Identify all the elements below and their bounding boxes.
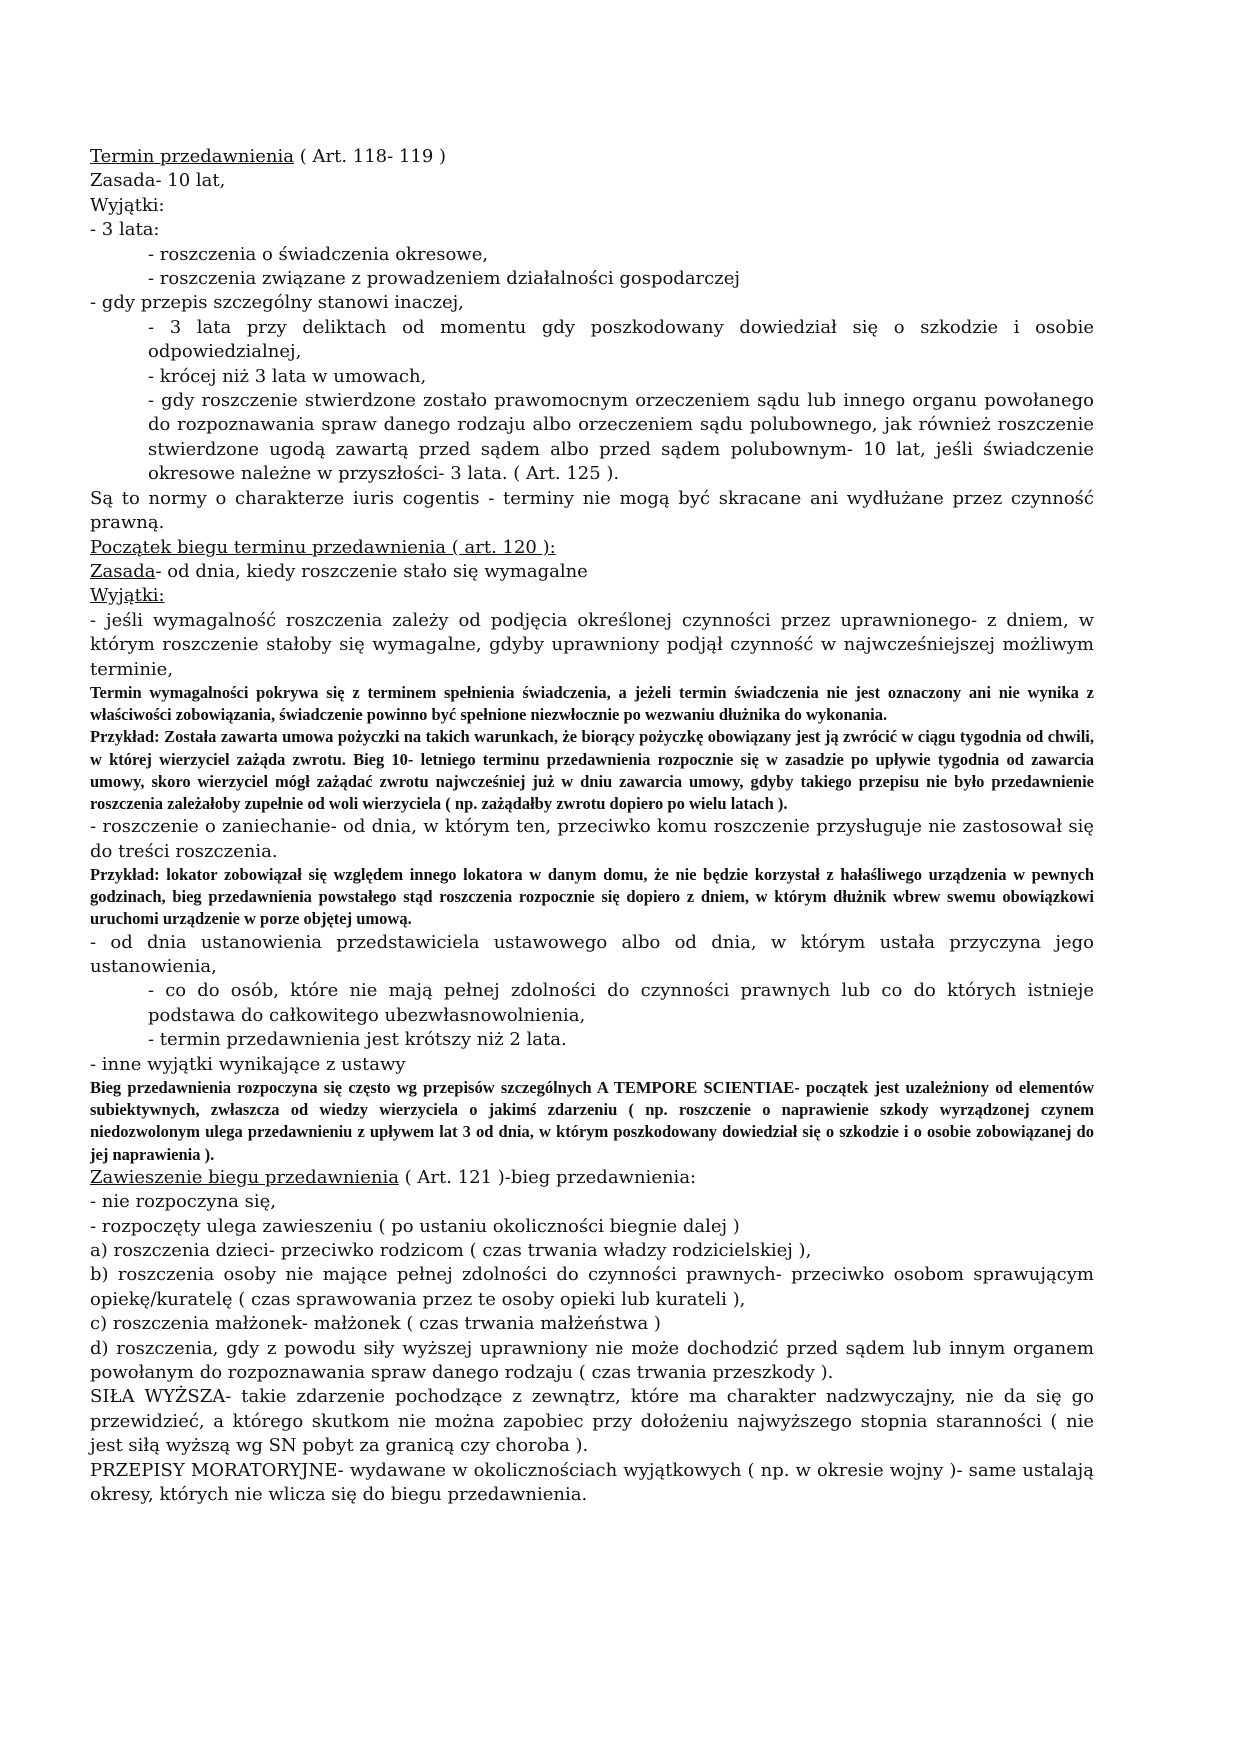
paragraph: - jeśli wymagalność roszczenia zależy od podjęcia określonej czynności przez uprawnionego- z dniem, w którym roszczenie stałoby się wymagalne, gdyby uprawniony podjął czynność w najwcześniejszej możliwym terminie, [90,609,1094,680]
list-item: - 3 lata przy deliktach od momentu gdy poszkodowany dowiedział się o szkodzie i osobie odpowiedzialnej, [148,316,1094,363]
document-page [90,145,1094,1508]
section-heading-termin: Termin przedawnienia ( Art. 118- 119 ) [90,146,447,167]
list-item: - roszczenia związane z prowadzeniem działalności gospodarczej [148,268,740,290]
list-item: - roszczenia o świadczenia okresowe, [148,243,489,265]
section-heading-zawieszenie: Zawieszenie biegu przedawnienia ( Art. 121 )-bieg przedawnienia: [90,1166,697,1188]
line-zawieszeniu: - rozpoczęty ulega zawieszeniu ( po ustaniu okoliczności biegnie dalej ) [90,1215,740,1237]
list-item-b: b) roszczenia osoby nie mające pełnej zdolności do czynności prawnych- przeciwko osobom sprawującym opiekę/kuratelę ( czas sprawowania przez te osoby opieki lub kurateli ), [90,1264,1094,1310]
line-3-lata: - 3 lata: [90,219,160,241]
paragraph: Są to normy o charakterze iuris cogentis - terminy nie mogą być skracane ani wydłużane przez czynność prawną. [90,487,1094,534]
list-item-a: a) roszczenia dzieci- przeciwko rodzicom ( czas trwania władzy rodzicielskiej ), [90,1240,812,1262]
note-paragraph: Bieg przedawnienia rozpoczyna się często wg przepisów szczególnych A TEMPORE SCIENTIAE- początek jest uzależniony od elementów subiektywnych, zwłaszcza od wiedzy wierzyciela o jakimś zdarzeniu ( np. roszczenie o naprawienie szkody wyrządzonej czynem niedozwolonym ulega przedawnieniu z upływem lat 3 od dnia, w którym poszkodowany dowiedział się o szkodzie i o osobie zobowiązanej do jej naprawienia ). [90,1078,1094,1164]
list-item: - co do osób, które nie mają pełnej zdolności do czynności prawnych lub co do których istnieje podstawa do całkowitego ubezwłasnowolnienia, [148,980,1094,1026]
line-przepis-szczegolny: - gdy przepis szczególny stanowi inaczej, [90,292,464,314]
line-wyjatki-2: Wyjątki: [90,585,165,607]
example-paragraph: Przykład: Została zawarta umowa pożyczki na takich warunkach, że biorący pożyczkę obowiązany jest ją zwrócić w ciągu tygodnia od chwili, w której wierzyciel zażąda zwrotu. Bieg 10- letniego terminu przedawnienia rozpocznie się w zasadzie po upływie tygodnia od zawarcia umowy, skoro wierzyciel mógł zażądać zwrotu najwcześniej już w dniu zawarcia umowy, gdyby takiego przepisu nie było przedawnienie roszczenia zależałoby zupełnie od woli wierzyciela ( np. zażądałby zwrotu dopiero po wielu latach ). [90,727,1094,813]
line-inne-wyjatki: - inne wyjątki wynikające z ustawy [90,1053,406,1075]
line-zasada: Zasada- 10 lat, [90,170,226,192]
note-paragraph: Termin wymagalności pokrywa się z terminem spełnienia świadczenia, a jeżeli termin świadczenia nie jest oznaczony ani nie wynika z właściwości zobowiązania, świadczenie powinno być spełnione niezwłocznie po wezwaniu dłużnika do wykonania. [90,682,1094,725]
paragraph: - roszczenie o zaniechanie- od dnia, w którym ten, przeciwko komu roszczenie przysługuje nie zastosował się do treści roszczenia. [90,816,1094,862]
line-nie-rozpoczyna: - nie rozpoczyna się, [90,1191,276,1213]
list-item-d: d) roszczenia, gdy z powodu siły wyższej uprawniony nie może dochodzić przed sądem lub innym organem powołanym do rozpoznawania spraw danego rodzaju ( czas trwania przeszkody ). [90,1337,1094,1384]
list-item: - termin przedawnienia jest krótszy niż 2 lata. [148,1029,567,1051]
section-heading-poczatek: Początek biegu terminu przedawnienia ( art. 120 ): [90,536,556,558]
list-item-c: c) roszczenia małżonek- małżonek ( czas trwania małżeństwa ) [90,1313,661,1335]
paragraph-moratoryjne: PRZEPISY MORATORYJNE- wydawane w okolicznościach wyjątkowych ( np. w okresie wojny )- same ustalają okresy, których nie wlicza się do biegu przedawnienia. [90,1459,1094,1506]
list-item: - gdy roszczenie stwierdzone zostało prawomocnym orzeczeniem sądu lub innego organu powołanego do rozpoznawania spraw danego rodzaju albo orzeczeniem sądu polubownego, jak również roszczenie stwierdzone ugodą zawartą przed sądem albo przed sądem polubownym- 10 lat, jeśli świadczenie okresowe należne w przyszłości- 3 lata. ( Art. 125 ). [148,390,1094,485]
line-wyjatki: Wyjątki: [90,194,165,216]
line-zasada-2: Zasada- od dnia, kiedy roszczenie stało się wymagalne [90,560,588,582]
paragraph-sila-wyzsza: SIŁA WYŻSZA- takie zdarzenie pochodzące z zewnątrz, które ma charakter nadzwyczajny, nie da się go przewidzieć, a którego skutkom nie można zapobiec przy dołożeniu najwyższego stopnia staranności ( nie jest siłą wyższą wg SN pobyt za granicą czy choroba ). [90,1386,1094,1457]
list-item: - krócej niż 3 lata w umowach, [148,365,427,387]
paragraph: - od dnia ustanowienia przedstawiciela ustawowego albo od dnia, w którym ustała przyczyna jego ustanowienia, [90,931,1094,977]
example-paragraph: Przykład: lokator zobowiązał się względem innego lokatora w danym domu, że nie będzie korzystał z hałaśliwego urządzenia w pewnych godzinach, bieg przedawnienia powstałego stąd roszczenia rozpocznie się dopiero z dniem, w którym dłużnik wbrew swemu obowiązkowi uruchomi urządzenie w porze objętej umową. [90,864,1094,929]
